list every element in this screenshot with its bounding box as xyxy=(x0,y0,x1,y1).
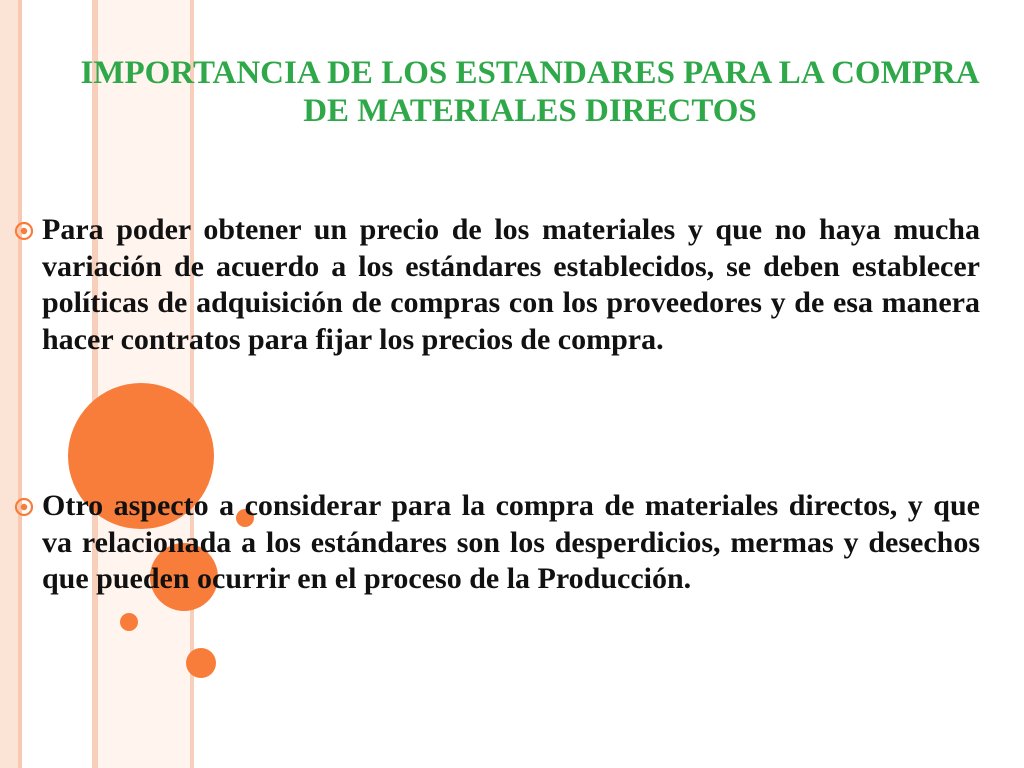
bullet-circle-icon xyxy=(14,497,34,517)
bullet-text: Para poder obtener un precio de los materiales y que no haya mucha variación de acuerdo a los estándares establecidos, se deben establecer políticas de adquisición de compras con los proveedores y de esa manera hacer contratos para fijar los precios de compra. xyxy=(42,213,980,356)
bullet-item xyxy=(14,212,980,358)
bullet-item xyxy=(14,488,980,598)
slide-title: IMPORTANCIA DE LOS ESTANDARES PARA LA COMPRA DE MATERIALES DIRECTOS xyxy=(80,55,980,129)
bullet-text: Otro aspecto a considerar para la compra de materiales directos, y que va relacionada a los estándares son los desperdicios, mermas y desechos que pueden ocurrir en el proceso de la Producción. xyxy=(42,489,980,595)
bullet-circle-icon xyxy=(14,221,34,241)
